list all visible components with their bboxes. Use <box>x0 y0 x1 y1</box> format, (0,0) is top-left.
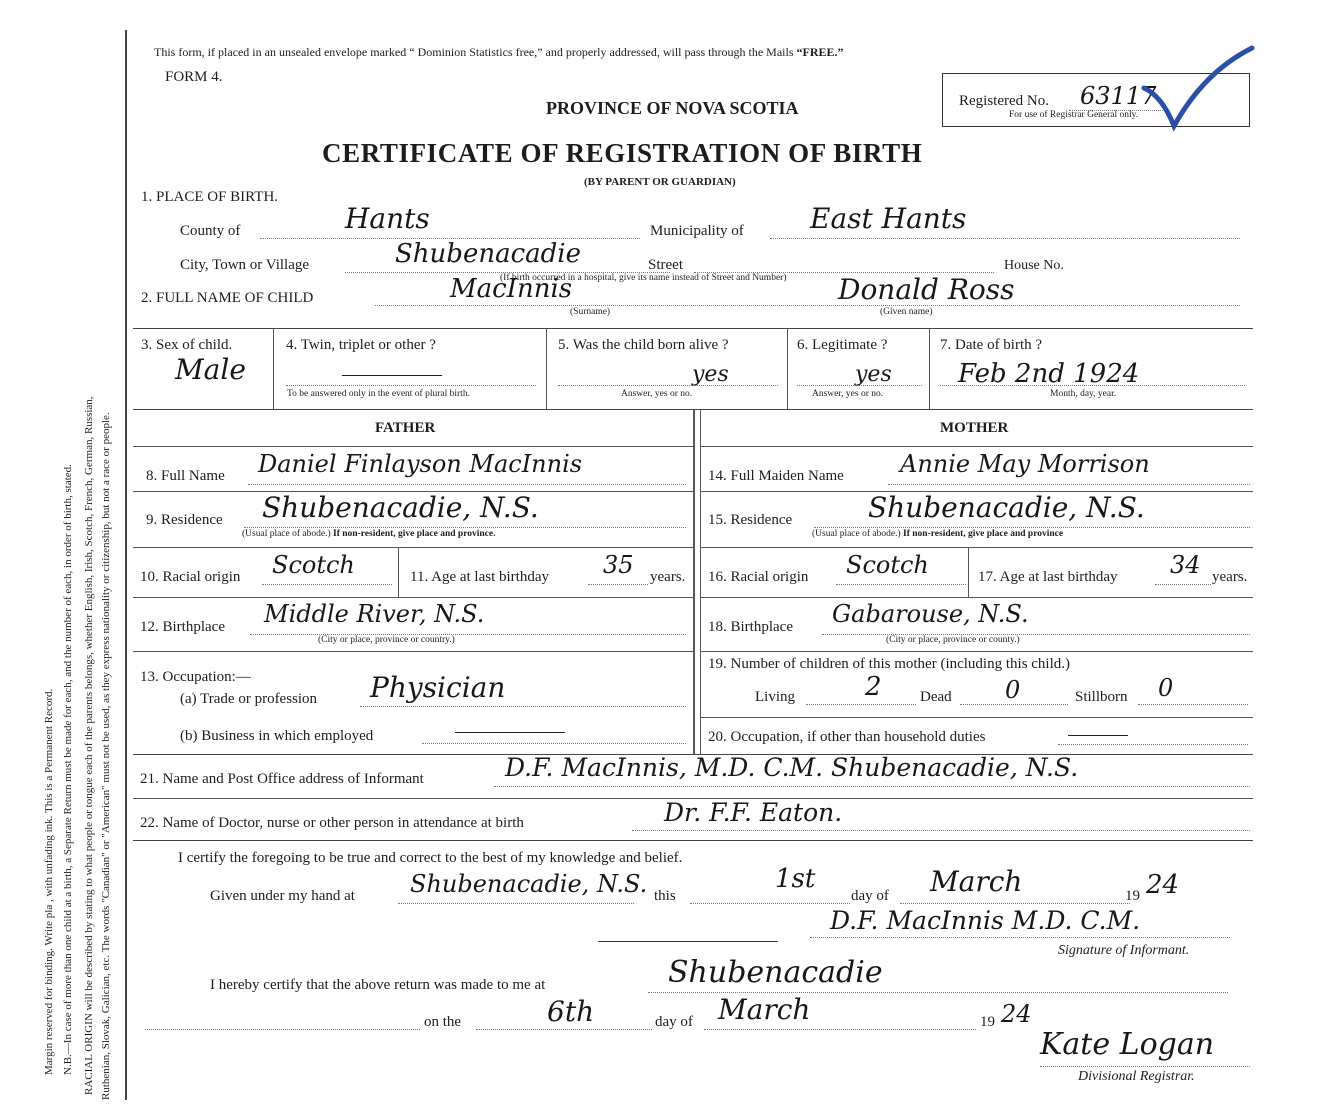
parents-divider <box>693 409 695 754</box>
row3-divider-3 <box>787 328 788 409</box>
twin-label: 4. Twin, triplet or other ? <box>286 337 436 353</box>
mother-residence-value: Shubenacadie, N.S. <box>868 491 1145 524</box>
mother-occupation-dash <box>1068 735 1128 736</box>
mother-race-line <box>836 584 966 585</box>
margin-note-nationality: Ruthenian, Slovak, Galician, etc. The words "Canadian" or "American" must not be used, as they express nationality or citizenship, but not a race or people. <box>100 412 112 1100</box>
mother-rule-5 <box>700 717 1253 718</box>
this-label: this <box>654 888 676 904</box>
doctor-line <box>632 830 1250 831</box>
stillborn-value: 0 <box>1158 674 1174 702</box>
registrar-signature: Kate Logan <box>1040 1027 1215 1062</box>
county-value: Hants <box>345 202 430 235</box>
father-residence-label: 9. Residence <box>146 512 223 528</box>
municipality-label: Municipality of <box>650 223 744 239</box>
alive-value: yes <box>692 362 729 387</box>
twin-line <box>286 385 536 386</box>
registrar-signature-line <box>1040 1066 1250 1067</box>
living-label: Living <box>755 689 795 705</box>
father-race-value: Scotch <box>272 551 355 579</box>
mother-race-label: 16. Racial origin <box>708 569 809 585</box>
informant-signature-caption: Signature of Informant. <box>1058 943 1190 958</box>
house-label: House No. <box>1004 258 1064 273</box>
certify-day-line <box>690 903 850 904</box>
child-given-name: Donald Ross <box>838 273 1015 306</box>
margin-note-racial-origin: RACIAL ORIGIN will be described by stating to what people or tongue each of the parents belongs, whether English, Irish, Scotch, French, German, Russian, <box>83 396 95 1095</box>
father-birthplace-label: 12. Birthplace <box>140 619 225 635</box>
check-mark <box>1140 44 1260 134</box>
place-heading: 1. PLACE OF BIRTH. <box>141 189 279 205</box>
informant-value: D.F. MacInnis, M.D. C.M. Shubenacadie, N.S. <box>505 753 1079 782</box>
mother-occupation-label: 20. Occupation, if other than household duties <box>708 729 986 745</box>
certificate-title: CERTIFICATE OF REGISTRATION OF BIRTH <box>322 138 923 168</box>
municipality-line <box>770 238 1240 239</box>
mother-years-label: years. <box>1212 569 1248 585</box>
surname-caption: (Surname) <box>570 307 611 317</box>
informant-signature: D.F. MacInnis M.D. C.M. <box>830 906 1141 935</box>
doctor-value: Dr. F.F. Eaton. <box>664 798 843 827</box>
living-line <box>806 704 916 705</box>
living-value: 2 <box>865 672 882 702</box>
registrar-day-value: 6th <box>547 995 595 1028</box>
hospital-note: (If birth occurred in a hospital, give its name instead of Street and Number) <box>500 273 787 283</box>
margin-note-binding: Margin reserved for binding. Write pla , with unfading ink. This is a Permanent Record. <box>43 688 55 1075</box>
municipality-value: East Hants <box>810 202 967 235</box>
mother-name-line <box>888 484 1250 485</box>
margin-note-multiple-births: N.B.—In case of more than one child at a birth, a Separate Return must be made for each, and the number of each, in order of birth, stated. <box>62 464 74 1075</box>
father-residence-value: Shubenacadie, N.S. <box>262 491 539 524</box>
doctor-bottom-rule <box>133 840 1253 841</box>
mother-race-divider <box>968 547 969 597</box>
mother-rule-4 <box>700 651 1253 652</box>
mother-children-label: 19. Number of children of this mother (including this child.) <box>708 656 1071 672</box>
mother-heading: MOTHER <box>940 420 1009 436</box>
heading-rule-left <box>133 446 693 447</box>
father-race-line <box>262 584 392 585</box>
registrar-day-line <box>476 1029 652 1030</box>
mother-rule-3 <box>700 597 1253 598</box>
father-business-dash <box>455 732 565 733</box>
registrar-use-note: For use of Registrar General only. <box>1009 110 1139 120</box>
informant-signature-line <box>810 937 1230 938</box>
father-age-label: 11. Age at last birthday <box>410 569 549 585</box>
registrar-caption: Divisional Registrar. <box>1078 1069 1195 1084</box>
certify-text: I certify the foregoing to be true and correct to the best of my knowledge and belief. <box>178 850 683 866</box>
certify-month-line <box>900 903 1130 904</box>
dob-note: Month, day, year. <box>1050 389 1117 399</box>
street-label: Street <box>648 257 683 273</box>
mother-name-value: Annie May Morrison <box>900 450 1150 478</box>
father-name-value: Daniel Finlayson MacInnis <box>258 450 583 478</box>
father-race-label: 10. Racial origin <box>140 569 241 585</box>
informant-line <box>494 786 1250 787</box>
father-rule-4 <box>133 651 693 652</box>
mother-age-line <box>1155 584 1211 585</box>
father-residence-line <box>244 527 686 528</box>
row3-divider-4 <box>929 328 930 409</box>
child-surname: MacInnis <box>450 274 573 304</box>
twin-value-dash <box>342 375 442 376</box>
father-business-line <box>422 743 686 744</box>
registrar-on-the-label: on the <box>424 1014 462 1030</box>
row3-divider-1 <box>273 328 274 409</box>
father-name-label: 8. Full Name <box>146 468 225 484</box>
alive-line <box>558 385 778 386</box>
parents-divider-2 <box>700 409 701 754</box>
registered-number: 63117 <box>1080 82 1157 110</box>
legitimate-note: Answer, yes or no. <box>812 389 884 399</box>
registrar-year-value: 24 <box>1001 1000 1032 1028</box>
county-label: County of <box>180 223 241 239</box>
city-label: City, Town or Village <box>180 257 310 273</box>
mother-birthplace-note: (City or place, province or county.) <box>886 635 1020 645</box>
dead-value: 0 <box>1005 676 1021 704</box>
registrar-month-value: March <box>718 993 811 1026</box>
stillborn-line <box>1138 704 1248 705</box>
registrar-year-prefix: 19 <box>980 1014 995 1030</box>
given-under-label: Given under my hand at <box>210 888 355 904</box>
father-race-divider <box>398 547 399 597</box>
registrar-month-line <box>704 1029 976 1030</box>
father-birthplace-line <box>250 634 686 635</box>
father-residence-note: (Usual place of abode.) If non-resident, give place and province. <box>242 529 496 539</box>
mother-birthplace-value: Gabarouse, N.S. <box>832 600 1029 628</box>
certify-day-value: 1st <box>775 864 816 894</box>
mother-rule-2 <box>700 547 1253 548</box>
registrar-lead-line <box>145 1029 420 1030</box>
given-place-line <box>398 903 634 904</box>
father-birthplace-value: Middle River, N.S. <box>264 600 485 628</box>
form-number: FORM 4. <box>165 69 223 85</box>
father-birthplace-note: (City or place, province or country.) <box>318 635 455 645</box>
dob-label: 7. Date of birth ? <box>940 337 1043 353</box>
certify-day-of-label: day of <box>851 888 889 904</box>
child-name-label: 2. FULL NAME OF CHILD <box>141 290 314 306</box>
certify-month-value: March <box>930 865 1023 898</box>
stillborn-label: Stillborn <box>1075 689 1128 705</box>
father-age-value: 35 <box>603 551 634 579</box>
mother-birthplace-label: 18. Birthplace <box>708 619 793 635</box>
mother-age-label: 17. Age at last birthday <box>978 569 1118 585</box>
child-name-line <box>375 305 1240 306</box>
registrar-certify-text: I hereby certify that the above return was made to me at <box>210 977 546 993</box>
certify-year-prefix: 19 <box>1125 888 1140 904</box>
dead-label: Dead <box>920 689 952 705</box>
legitimate-line <box>797 385 922 386</box>
father-trade-value: Physician <box>370 671 506 704</box>
row3-top-rule <box>133 328 1253 329</box>
mother-occupation-line <box>1058 744 1248 745</box>
province-heading: PROVINCE OF NOVA SCOTIA <box>546 98 799 118</box>
father-trade-label: (a) Trade or profession <box>180 691 318 707</box>
father-rule-3 <box>133 597 693 598</box>
father-trade-line <box>360 706 686 707</box>
father-years-label: years. <box>650 569 686 585</box>
certify-year-value: 24 <box>1146 870 1180 900</box>
stamp-line <box>598 941 778 942</box>
given-place-value: Shubenacadie, N.S. <box>410 870 648 898</box>
father-business-label: (b) Business in which employed <box>180 728 374 744</box>
alive-note: Answer, yes or no. <box>621 389 693 399</box>
father-name-line <box>248 484 686 485</box>
given-name-caption: (Given name) <box>880 307 933 317</box>
postal-note: This form, if placed in an unsealed envelope marked “ Dominion Statistics free,” and properly addressed, will pass through the Mails “FREE.” <box>154 45 844 59</box>
row3-divider-2 <box>546 328 547 409</box>
alive-label: 5. Was the child born alive ? <box>558 337 729 353</box>
registrar-day-of-label: day of <box>655 1014 693 1030</box>
dob-line <box>940 385 1245 386</box>
father-heading: FATHER <box>375 420 436 436</box>
father-occupation-label: 13. Occupation:— <box>140 669 251 685</box>
margin-rule <box>125 30 127 1100</box>
legitimate-label: 6. Legitimate ? <box>797 337 888 353</box>
mother-race-value: Scotch <box>846 551 929 579</box>
mother-age-value: 34 <box>1170 551 1201 579</box>
city-value: Shubenacadie <box>395 239 581 269</box>
dead-line <box>960 704 1068 705</box>
certificate-subtitle: (BY PARENT OR GUARDIAN) <box>584 176 736 188</box>
twin-note: To be answered only in the event of plural birth. <box>287 389 470 399</box>
mother-residence-line <box>814 527 1250 528</box>
heading-rule-right <box>700 446 1253 447</box>
dob-value: Feb 2nd 1924 <box>958 359 1140 389</box>
informant-label: 21. Name and Post Office address of Informant <box>140 771 424 787</box>
registered-label: Registered No. <box>959 93 1049 109</box>
registrar-place-value: Shubenacadie <box>668 955 883 990</box>
father-age-line <box>588 584 648 585</box>
mother-residence-label: 15. Residence <box>708 512 793 528</box>
legitimate-value: yes <box>855 362 892 387</box>
mother-residence-note: (Usual place of abode.) If non-resident, give place and province <box>812 529 1064 539</box>
sex-label: 3. Sex of child. <box>141 337 233 353</box>
sex-value: Male <box>175 353 246 386</box>
mother-name-label: 14. Full Maiden Name <box>708 468 844 484</box>
father-rule-2 <box>133 547 693 548</box>
doctor-label: 22. Name of Doctor, nurse or other person in attendance at birth <box>140 815 524 831</box>
